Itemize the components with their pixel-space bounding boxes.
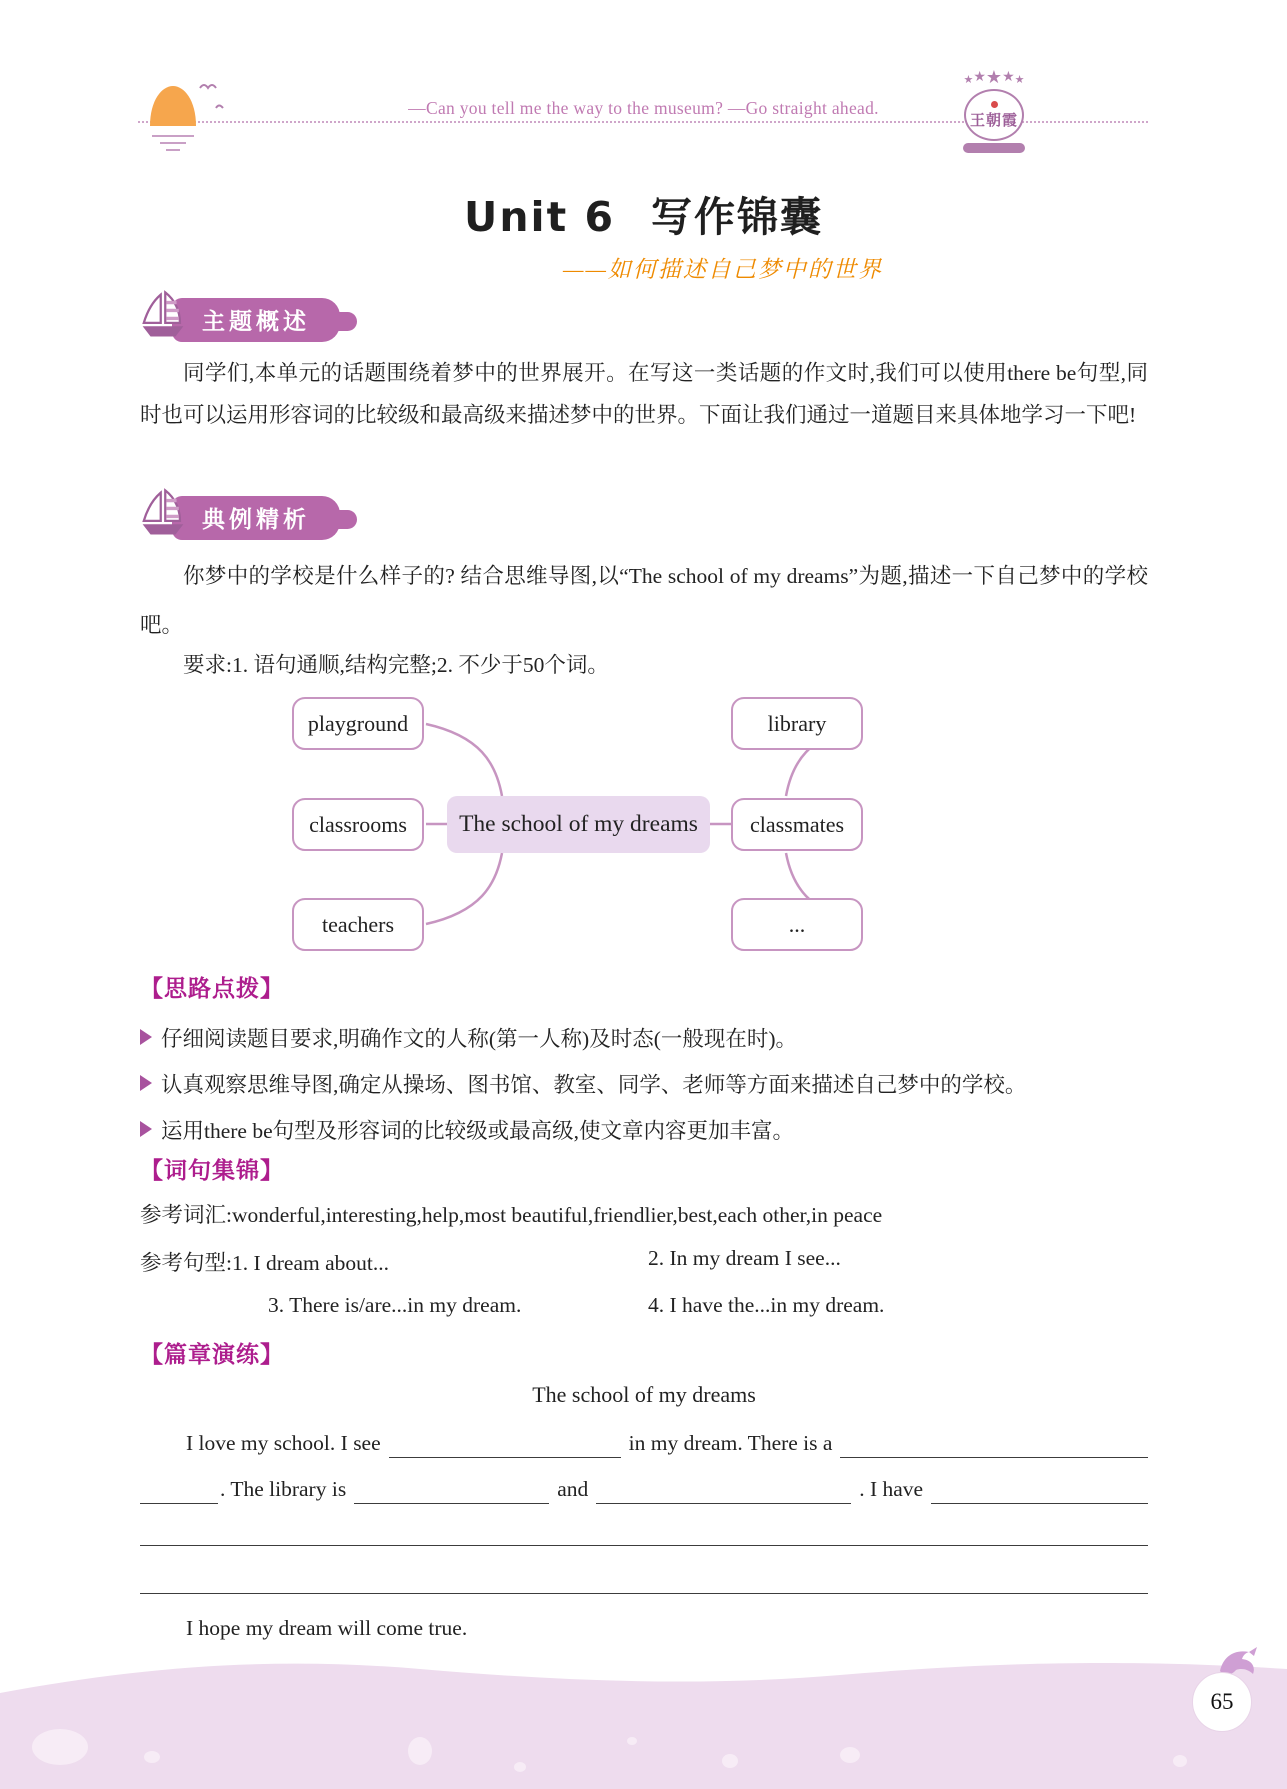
mindmap-node-center: The school of my dreams [447, 796, 710, 853]
pattern-2: 2. In my dream I see... [648, 1246, 841, 1270]
tips-heading: 【思路点拨】 [140, 976, 284, 1002]
mindmap-diagram [140, 688, 1148, 960]
unit-title [0, 184, 1287, 243]
sailboat-icon [138, 289, 188, 341]
bird-icon [200, 85, 216, 88]
mindmap-node-playground: playground [292, 697, 424, 750]
page-number [1192, 1672, 1252, 1732]
writing-rule-line [140, 1545, 1148, 1546]
essay-text: . The library is [220, 1477, 347, 1501]
example-badge-label: 典例精析 [172, 496, 340, 540]
tip-item [140, 1060, 1200, 1106]
section-badge-example [140, 496, 340, 540]
essay-title: The school of my dreams [532, 1382, 756, 1407]
practice-heading: 【篇章演练】 [140, 1342, 284, 1368]
essay-text: . I have [859, 1477, 924, 1501]
publisher-logo [948, 68, 1040, 153]
pattern-1: 1. I dream about... [231, 1251, 390, 1275]
patterns-row-2 [140, 1293, 1148, 1325]
example-requirements: 要求:1. 语句通顺,结构完整;2. 不少于50个词。 [183, 653, 609, 677]
tip-item [140, 1106, 1200, 1152]
logo-circle [964, 89, 1024, 141]
unit-subtitle: ——如何描述自己梦中的世界 [563, 257, 883, 282]
pattern-3: 3. There is/are...in my dream. [268, 1293, 522, 1317]
brand-name: 王朝霞 [969, 112, 1018, 129]
patterns-row-1 [140, 1246, 1148, 1278]
mindmap-node-classmates: classmates [731, 798, 863, 851]
water-lines [152, 136, 194, 150]
sailboat-icon [138, 487, 188, 539]
mindmap-node-more: ... [731, 898, 863, 951]
section-badge-overview [140, 298, 340, 342]
closing-sentence: I hope my dream will come true. [186, 1616, 468, 1640]
unit-title-cn: 写作锦囊 [650, 193, 823, 241]
essay-blank [931, 1478, 1148, 1504]
essay-blank [354, 1478, 549, 1504]
essay-line-1 [140, 1428, 1148, 1458]
vocab-line: 参考词汇:wonderful,interesting,help,most beautiful,friendlier,best,each other,in peace [140, 1203, 883, 1227]
page-number-text: 65 [1210, 1689, 1234, 1714]
logo-seal-dot [991, 101, 998, 108]
footer-wave [0, 1635, 1287, 1789]
mindmap-node-library: library [731, 697, 863, 750]
tip-text: 仔细阅读题目要求,明确作文的人称(第一人称)及时态(一般现在时)。 [161, 1026, 798, 1051]
essay-text: I love my school. I see [186, 1431, 381, 1455]
essay-blank [840, 1432, 1148, 1458]
tip-text: 认真观察思维导图,确定从操场、图书馆、教室、同学、老师等方面来描述自己梦中的学校。 [161, 1072, 1027, 1097]
essay-line-2 [140, 1474, 1148, 1504]
overview-badge-label: 主题概述 [172, 298, 340, 342]
stars-icon: ★ ★ ★ ★ ★ [963, 67, 1025, 87]
arrow-bullet-icon [140, 1029, 152, 1045]
essay-blank [140, 1478, 218, 1504]
writing-rule-line [140, 1593, 1148, 1594]
essay-blank [389, 1432, 621, 1458]
overview-paragraph: 同学们,本单元的话题围绕着梦中的世界展开。在写这一类话题的作文时,我们可以使用there be句型,同时也可以运用形容词的比较级和最高级来描述梦中的世界。下面让我们通过一道题目来具体地学习一下吧! [140, 361, 1148, 427]
essay-text: in my dream. There is a [628, 1431, 833, 1455]
example-prompt: 你梦中的学校是什么样子的? 结合思维导图,以“The school of my dreams”为题,描述一下自己梦中的学校吧。 [140, 564, 1148, 637]
mindmap-node-teachers: teachers [292, 898, 424, 951]
tips-list [140, 1014, 1200, 1152]
pattern-4: 4. I have the...in my dream. [648, 1293, 885, 1317]
essay-text: and [557, 1477, 589, 1501]
unit-label: Unit 6 [464, 193, 615, 241]
tip-item [140, 1014, 1200, 1060]
header-quote: —Can you tell me the way to the museum? —Go straight ahead. [408, 98, 879, 118]
phrases-heading: 【词句集锦】 [140, 1158, 284, 1184]
logo-ribbon [963, 143, 1025, 153]
arrow-bullet-icon [140, 1121, 152, 1137]
patterns-label: 参考句型: [140, 1251, 232, 1275]
arrow-bullet-icon [140, 1075, 152, 1091]
tip-text: 运用there be句型及形容词的比较级或最高级,使文章内容更加丰富。 [161, 1118, 795, 1143]
mindmap-node-classrooms: classrooms [292, 798, 424, 851]
essay-blank [596, 1478, 851, 1504]
